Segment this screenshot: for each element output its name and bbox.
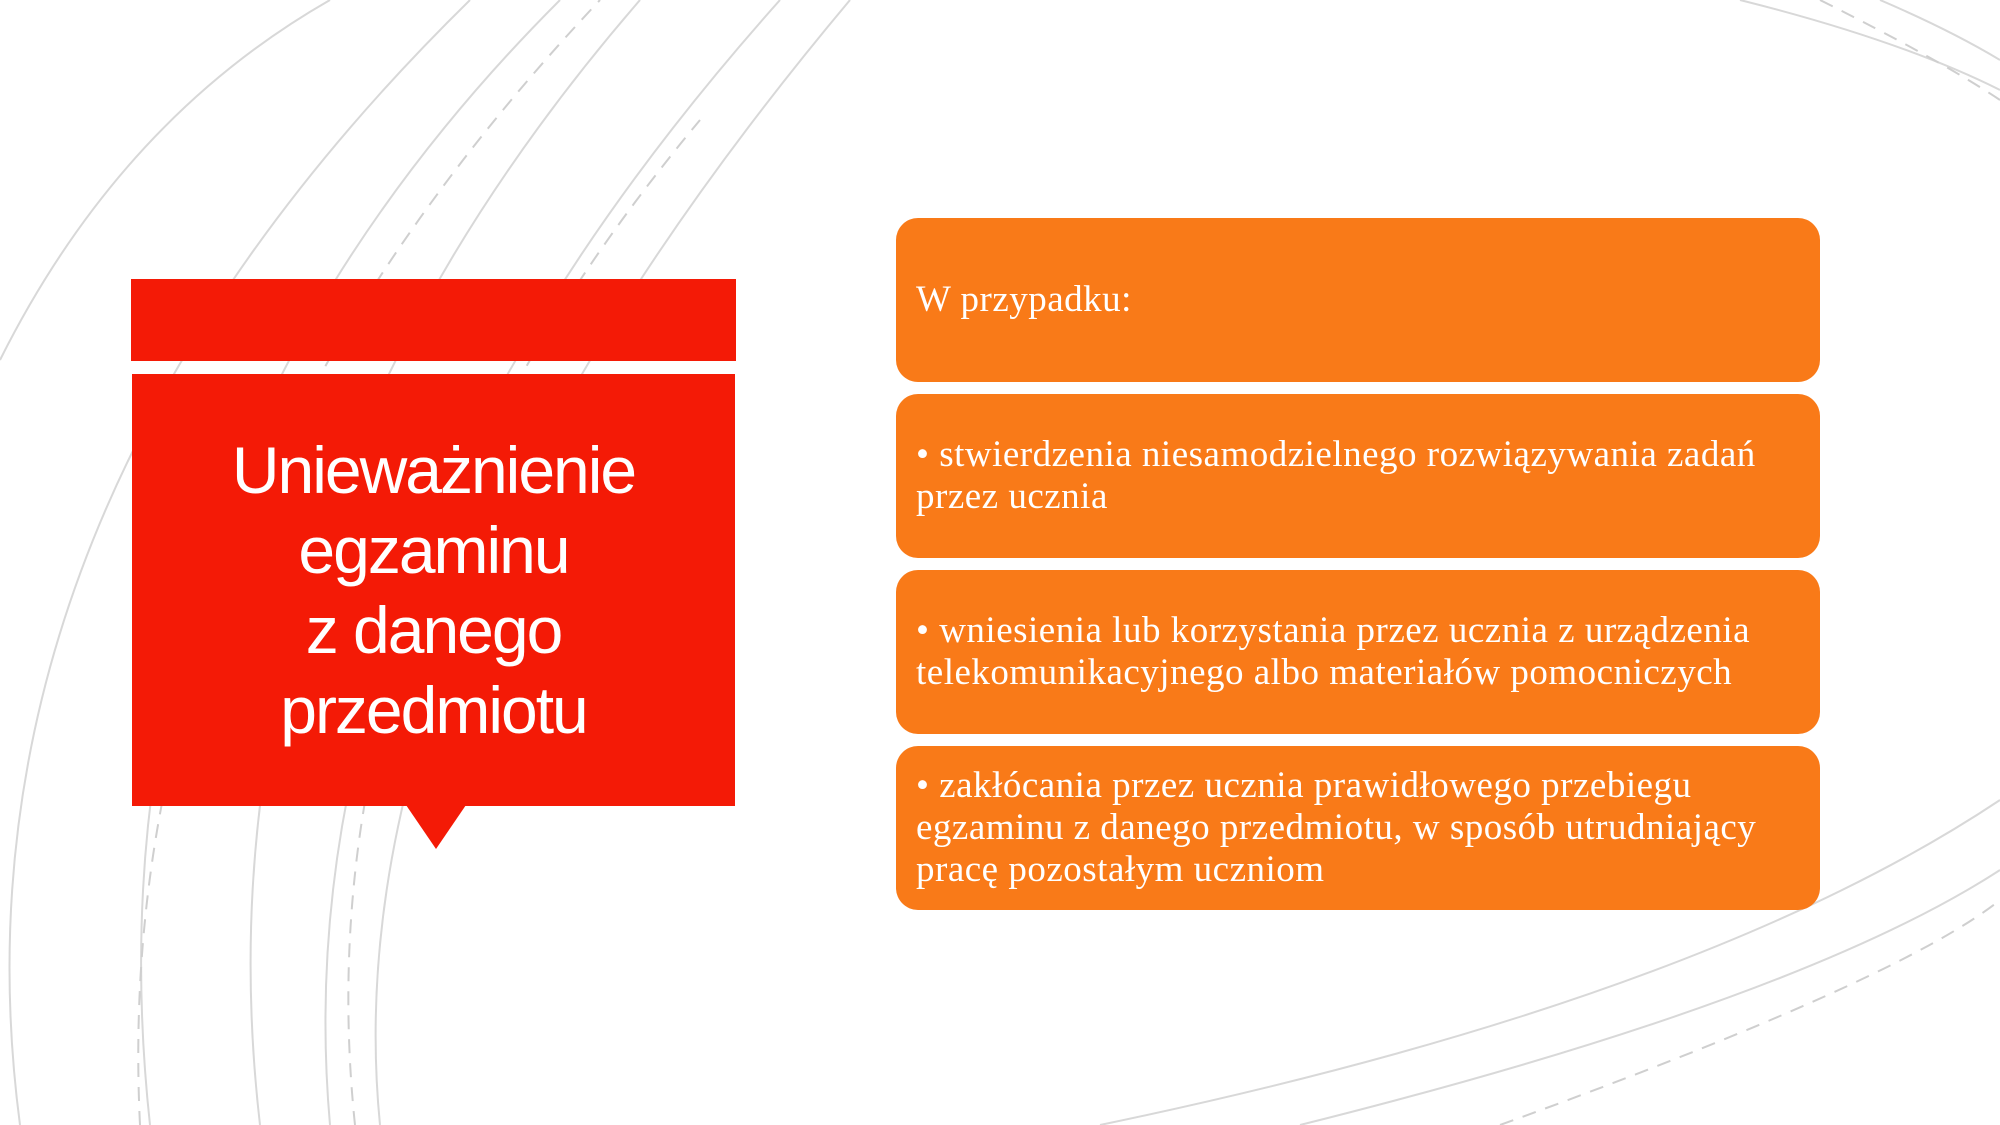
title-pointer-arrow xyxy=(406,805,466,849)
slide-title: Unieważnienie egzaminu z danego przedmiotu xyxy=(231,433,636,747)
list-item xyxy=(896,218,1820,382)
title-accent-bar xyxy=(131,279,736,361)
list-item xyxy=(896,746,1820,910)
title-box xyxy=(132,374,735,806)
list-item-text: • zakłócania przez ucznia prawidłowego przebiegu egzaminu z danego przedmiotu, w sposób utrudniający pracę pozostałym uczniom xyxy=(916,765,1757,890)
list-item-text: • wniesienia lub korzystania przez ucznia z urządzenia telekomunikacyjnego albo materiałów pomocniczych xyxy=(916,610,1751,693)
content-list xyxy=(896,218,1820,922)
list-item-text: W przypadku: xyxy=(916,279,1132,320)
list-item xyxy=(896,394,1820,558)
list-item-text: • stwierdzenia niesamodzielnego rozwiązywania zadań przez ucznia xyxy=(916,434,1756,517)
list-item xyxy=(896,570,1820,734)
